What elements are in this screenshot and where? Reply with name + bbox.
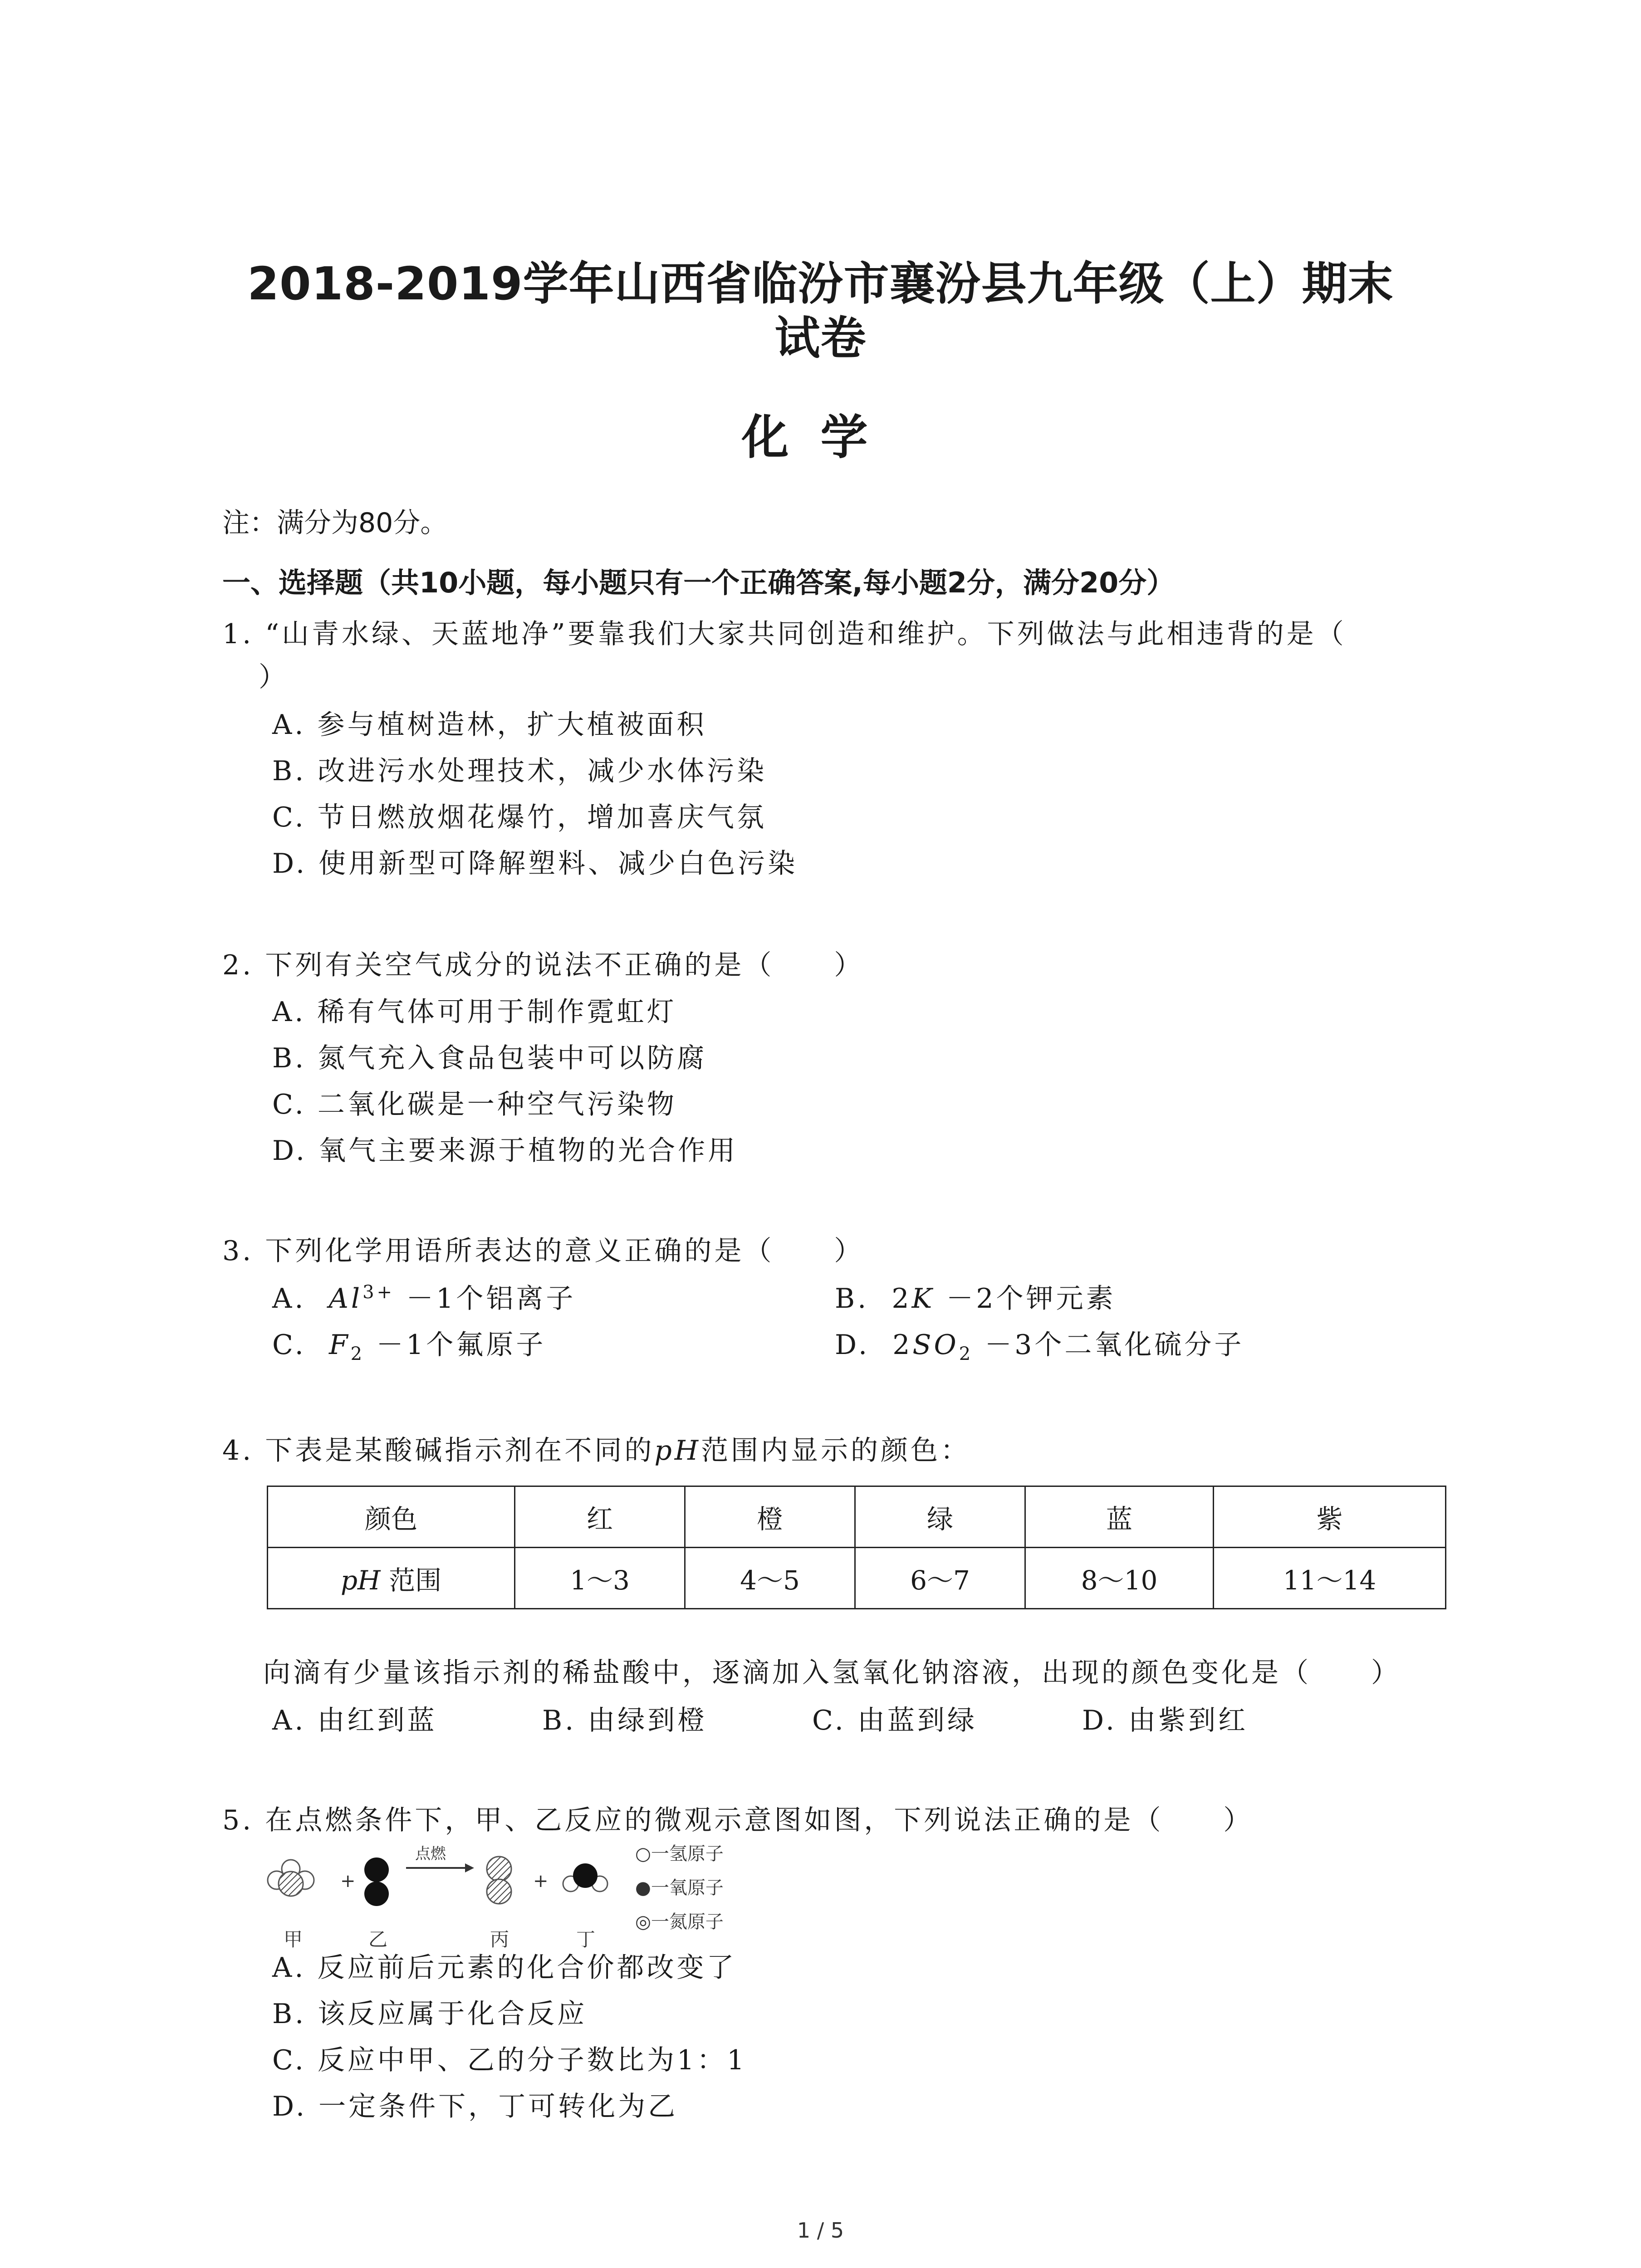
table-cell: 6～7 [855,1548,1025,1609]
q3-stem: 3. 下列化学用语所表达的意义正确的是（ ） [222,1235,864,1267]
label-jia: 甲 [284,1928,303,1950]
table-cell: 8～10 [1025,1548,1214,1609]
legend-hydrogen: ○一氢原子 [635,1843,724,1864]
table-cell: 1～3 [515,1548,685,1609]
q1-stem-end: ） [259,661,289,693]
arrow-label: 点燃 [415,1845,446,1863]
q4-stem: 4. 下表是某酸碱指示剂在不同的pH范围内显示的颜色： [222,1435,971,1466]
q1-option-a: A. 参与植树造林，扩大植被面积 [272,709,707,741]
plus-sign: + [533,1871,549,1892]
page-title-continued: 试卷 [774,312,867,365]
q5-stem: 5. 在点燃条件下，甲、乙反应的微观示意图如图，下列说法正确的是（ ） [222,1804,1254,1836]
indicator-color-table [267,1486,1446,1609]
formula-superscript: 3+ [362,1282,395,1303]
q3-option-a: A. $Al^{3+} -1$个铝离子 [272,1282,576,1315]
label-yi: 乙 [368,1928,388,1950]
subject-title: 化学 [741,410,900,465]
q2-option-d: D. 氧气主要来源于植物的光合作用 [272,1135,738,1167]
q2-stem: 2. 下列有关空气成分的说法不正确的是（ ） [222,949,864,981]
label-ding: 丁 [576,1928,596,1950]
q4-option-b: B. 由绿到橙 [542,1705,708,1736]
q2-option-c: C. 二氧化碳是一种空气污染物 [272,1089,677,1120]
label-bing: 丙 [490,1928,509,1950]
table-cell: 4～5 [685,1548,855,1609]
page-number: 1 / 5 [797,2218,844,2243]
legend-nitrogen: ◎一氮原子 [635,1911,724,1932]
reaction-micro-diagram [263,1837,808,1950]
table-header-cell: 颜色 [268,1486,515,1548]
q4-question: 向滴有少量该指示剂的稀盐酸中，逐滴加入氢氧化钠溶液，出现的颜色变化是（ ） [263,1657,1401,1689]
q3-option-d: D. $2SO_2 -3$个二氧化硫分子 [835,1329,1244,1364]
q4-option-a: A. 由红到蓝 [272,1705,437,1736]
q1-option-c: C. 节日燃放烟花爆竹，增加喜庆气氛 [272,802,767,833]
q1-stem: 1. “山青水绿、天蓝地净”要靠我们大家共同创造和维护。下列做法与此相违背的是（ [222,618,1347,650]
q1-option-b: B. 改进污水处理技术，减少水体污染 [272,755,767,787]
table-row [268,1486,1446,1548]
q1-option-d: D. 使用新型可降解塑料、减少白色污染 [272,848,798,880]
q4-option-c: C. 由蓝到绿 [812,1705,977,1736]
formula-symbol: SO [912,1329,959,1361]
q2-option-a: A. 稀有气体可用于制作霓虹灯 [272,996,677,1028]
score-note: 注：满分为80分。 [222,507,448,539]
molecule-bing-icon [487,1857,511,1904]
section-heading: 一、选择题（共10小题，每小题只有一个正确答案,每小题2分，满分20分） [222,566,1175,599]
formula-symbol: K [911,1283,935,1315]
page-title: 2018-2019学年山西省临汾市襄汾县九年级（上）期末 [247,257,1394,310]
table-header-cell: pH 范围 [268,1548,515,1609]
molecule-yi-icon [364,1857,389,1906]
table-cell: 11～14 [1214,1548,1446,1609]
formula-symbol: Al [328,1283,363,1315]
q5-option-d: D. 一定条件下，丁可转化为乙 [272,2091,678,2122]
q5-option-a: A. 反应前后元素的化合价都改变了 [272,1952,737,1984]
q5-option-c: C. 反应中甲、乙的分子数比为1：1 [272,2044,747,2076]
table-cell: 蓝 [1025,1486,1214,1548]
molecule-jia-icon [268,1860,314,1896]
molecule-ding-icon [563,1863,607,1892]
formula-symbol: F [329,1329,351,1361]
plus-sign: + [340,1871,356,1892]
q5-option-b: B. 该反应属于化合反应 [272,1998,588,2030]
formula-subscript: 2 [959,1344,974,1364]
q2-option-b: B. 氮气充入食品包装中可以防腐 [272,1042,707,1074]
table-cell: 红 [515,1486,685,1548]
table-row [268,1548,1446,1609]
legend-oxygen: ●一氧原子 [635,1877,724,1898]
table-cell: 紫 [1214,1486,1446,1548]
q3-option-b: B. 2K －2个钾元素 [835,1283,1116,1315]
formula-subscript: 2 [350,1344,365,1364]
table-cell: 绿 [855,1486,1025,1548]
table-cell: 橙 [685,1486,855,1548]
q4-option-d: D. 由紫到红 [1082,1705,1249,1736]
reaction-arrow-icon [406,1863,474,1872]
q3-option-c: C. $F_2 -1$个氟原子 [272,1329,546,1364]
